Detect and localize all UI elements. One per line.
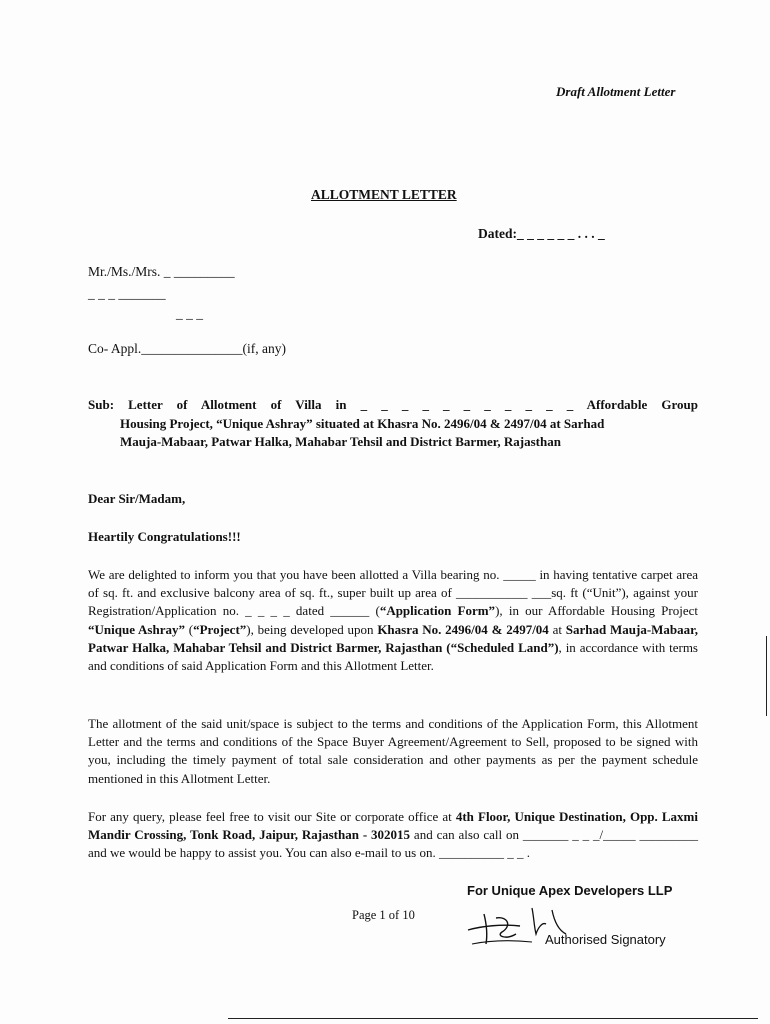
terms-paragraph: The allotment of the said unit/space is subject to the terms and conditions of the Application Form, this Allotment Letter and the terms and conditions of the Space Buyer Agreement/Agreement to Sell, proposed to be signed with you, including the timely payment of total sale consideration and other payments as per the payment schedule mentioned in this Allotment Letter. xyxy=(88,716,698,786)
salutation: Dear Sir/Madam, xyxy=(88,491,186,506)
para1-text-c: ), in our Affordable Housing Project xyxy=(495,603,698,619)
congratulations-line: Heartily Congratulations!!! xyxy=(88,529,241,544)
para1-project: “Project” xyxy=(193,621,247,637)
para1-text-a: We are delighted to inform you that you have been allotted a Villa bearing no. _____ in having tentative carpet area of sq. ft. and exclusive balcony area of sq. ft., super built up area of ___________ ___sq. ft (“Unit”), against your Registration/Application no. _ _ _ _ dated ______ ( xyxy=(88,567,698,619)
addressee-line: Mr./Ms./Mrs. _ _________ xyxy=(88,264,235,279)
address-line-3: _ _ _ xyxy=(176,306,203,321)
subject-block xyxy=(88,396,698,452)
authorised-signatory-label: Authorised Signatory xyxy=(545,932,666,947)
subject-line-1: Sub: Letter of Allotment of Villa in _ _ _ _ _ _ _ _ _ _ _ Affordable Group xyxy=(88,397,698,412)
para1-application-form: “Application Form” xyxy=(379,603,496,619)
para3-text-c: and can also call on _______ _ _ _/_____ _________ and we would be happy to assist you. You can also e-mail to us on. __________ _ _ . xyxy=(88,827,698,861)
para1-project-name: “Unique Ashray” xyxy=(88,621,185,637)
para3-text-a: For any query, please feel free to visit our Site or corporate office at xyxy=(88,809,456,824)
scan-edge-mark xyxy=(766,636,767,716)
office-address: 4th Floor, Unique Destination, Opp. Laxmi Mandir Crossing, Tonk Road, Jaipur, Rajasthan - 302015 xyxy=(88,809,698,843)
scan-bottom-rule xyxy=(228,1018,758,1019)
dated-field: Dated:_ _ _ _ _ _ . . . _ xyxy=(478,226,605,241)
para1-text-g: ), being developed upon xyxy=(246,621,378,637)
para1-scheduled-land: Sarhad Mauja-Mabaar, Patwar Halka, Mahabar Tehsil and District Barmer, Rajasthan (“Scheduled Land”) xyxy=(88,621,698,655)
draft-label: Draft Allotment Letter xyxy=(556,84,676,99)
para1-text-i: at xyxy=(548,621,566,637)
page-number: Page 1 of 10 xyxy=(352,908,415,922)
subject-line-3: Mauja-Mabaar, Patwar Halka, Mahabar Tehsil and District Barmer, Rajasthan xyxy=(120,434,561,449)
company-signoff: For Unique Apex Developers LLP xyxy=(467,883,673,898)
contact-paragraph xyxy=(88,808,698,863)
allotment-paragraph xyxy=(88,566,698,675)
subject-line-2: Housing Project, “Unique Ashray” situated at Khasra No. 2496/04 & 2497/04 at Sarhad xyxy=(120,415,605,431)
para1-text-e: ( xyxy=(184,621,194,637)
letter-title: ALLOTMENT LETTER xyxy=(311,187,457,202)
address-line-2: _ _ _ _______ xyxy=(88,286,166,301)
para1-khasra: Khasra No. 2496/04 & 2497/04 xyxy=(377,621,549,637)
co-applicant-line: Co- Appl._______________(if, any) xyxy=(88,341,286,356)
para1-text-k: , in accordance with terms and conditions of said Application Form and this Allotment Letter. xyxy=(88,639,698,674)
